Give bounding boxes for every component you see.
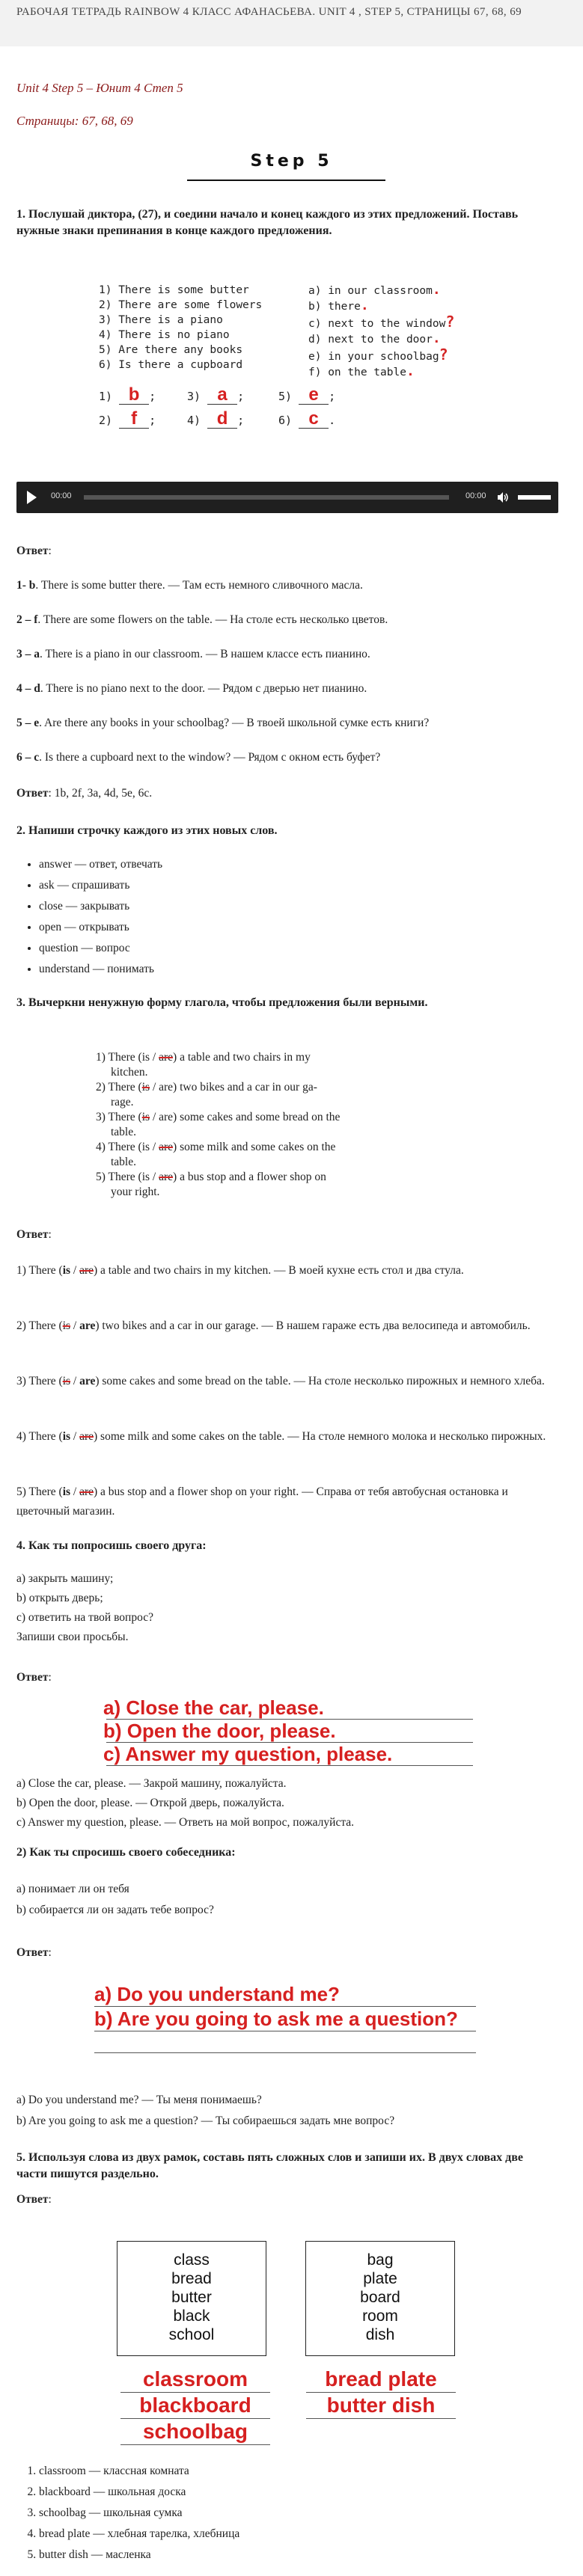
answer-line: 5 – e. Are there any books in your schoolbag? — В твоей школьной сумке есть книги?: [16, 717, 430, 729]
punctuation-mark: .: [432, 282, 441, 298]
handwritten-words-right: bread plate butter dish: [302, 2367, 460, 2419]
list-item: 4. bread plate — хлебная тарелка, хлебница: [39, 2524, 555, 2545]
handwritten-line: a) Do you understand me?: [94, 1983, 340, 2005]
play-icon[interactable]: [27, 491, 37, 504]
task1-right-item: b) there: [308, 301, 361, 313]
task4-heading: 4. Как ты попросишь своего друга:: [16, 1539, 207, 1552]
vocab-list: [16, 854, 555, 980]
answer-label: Ответ:: [16, 545, 52, 557]
task1-right-item: f) on the table: [308, 367, 406, 378]
task1-left-item: 2) There are some flowers: [99, 299, 263, 311]
task1-left-item: 6) Is there a cupboard: [99, 359, 243, 371]
unit-line: Unit 4 Step 5 – Юнит 4 Степ 5: [16, 81, 183, 95]
volume-slider[interactable]: [518, 495, 551, 500]
task1-left-item: 4) There is no piano: [99, 329, 230, 341]
duration: 00:00: [466, 491, 486, 500]
handwritten-line: a) Close the car, please.: [103, 1696, 324, 1719]
list-item: • question — вопрос: [39, 938, 555, 959]
answer-label: Ответ:: [16, 1228, 52, 1241]
handwritten-line: c) Answer my question, please.: [103, 1743, 393, 1765]
task4-translations: a) Close the car, please. — Закрой машину, пожалуйста. b) Open the door, please. — Открой дверь, пожалуйста. c) Answer my question, please. — Ответь на мой вопрос, пожалуйста.: [16, 1777, 355, 1829]
punctuation-mark: ?: [439, 346, 448, 364]
task1-right-item: e) in your schoolbag: [308, 351, 439, 363]
answer-slot: 5) e ;: [278, 384, 336, 405]
task1-right-column: [308, 283, 488, 380]
answer-line: 6 – c. Is there a cupboard next to the window? — Рядом с окном есть буфет?: [16, 751, 381, 764]
punctuation-mark: .: [406, 364, 415, 379]
compound-words-list: [16, 2461, 555, 2566]
volume-icon[interactable]: [497, 491, 509, 503]
answer-line: 2) There (is / are) two bikes and a car in our garage. — В нашем гараже есть два велосипеда и автомобиль.: [16, 1319, 531, 1332]
exercise-line: 2) There (is / are) two bikes and a car in our ga- rage.: [96, 1081, 317, 1108]
handwritten-answers: [94, 1982, 483, 2053]
exercise-line: 1) There (is / are) a table and two chairs in my kitchen.: [96, 1051, 311, 1079]
exercise-line: 4) There (is / are) some milk and some cakes on the table.: [96, 1141, 336, 1168]
list-item: 2. blackboard — школьная доска: [39, 2482, 555, 2503]
answer-slot: 2) f ;: [99, 408, 156, 429]
task1-left-item: 5) Are there any books: [99, 344, 243, 356]
punctuation-mark: ?: [445, 313, 455, 331]
list-item: 3. schoolbag — школьная сумка: [39, 2503, 555, 2524]
task1-left-item: 3) There is a piano: [99, 314, 223, 326]
exercise-line: 5) There (is / are) a bus stop and a flower shop on your right.: [96, 1171, 326, 1198]
handwritten-words-left: classroom blackboard schoolbag: [117, 2367, 274, 2445]
task1-right-item: c) next to the window: [308, 318, 446, 330]
answer-label: Ответ:: [16, 1946, 52, 1959]
task1-right-item: d) next to the door: [308, 334, 433, 346]
punctuation-mark: .: [360, 298, 369, 313]
task5-heading: 5. Используя слова из двух рамок, составь пять сложных слов и запиши их. В двух словах две части пишутся раздельно.: [16, 2151, 524, 2180]
list-item: • ask — спрашивать: [39, 875, 555, 896]
answer-line: 1) There (is / are) a table and two chairs in my kitchen. — В моей кухне есть стол и два стула.: [16, 1264, 464, 1277]
word-box-right: bag plate board room dish: [305, 2241, 455, 2356]
step-title: Step 5: [250, 152, 333, 171]
list-item: • open — открывать: [39, 917, 555, 938]
list-item: • close — закрывать: [39, 896, 555, 917]
task1-left-item: 1) There is some butter: [99, 284, 249, 296]
answer-line: 1- b. There is some butter there. — Там есть немного сливочного масла.: [16, 579, 363, 592]
answer-line: 3 – a. There is a piano in our classroom. — В нашем классе есть пианино.: [16, 648, 370, 660]
audio-player[interactable]: [16, 482, 558, 513]
task1-right-item: a) in our classroom: [308, 285, 433, 297]
answer-label: Ответ:: [16, 2193, 52, 2206]
punctuation-mark: .: [432, 331, 441, 346]
handwritten-line: b) Are you going to ask me a question?: [94, 2008, 458, 2030]
task4-prompts: a) закрыть машину; b) открыть дверь; c) ответить на твой вопрос? Запиши свои просьбы.: [16, 1572, 153, 1643]
answer-slot: 3) a ;: [187, 384, 245, 405]
answer-slot: 6) c .: [278, 408, 336, 429]
answer-line: 4 – d. There is no piano next to the door. — Рядом с дверью нет пианино.: [16, 682, 367, 695]
list-item: • understand — понимать: [39, 959, 555, 980]
answer-line: 4) There (is / are) some milk and some cakes on the table. — На столе немного молока и несколько пирожных.: [16, 1430, 546, 1443]
answer-line: 3) There (is / are) some cakes and some bread on the table. — На столе несколько пирожных и немного хлеба.: [16, 1375, 545, 1387]
answer-label: Ответ:: [16, 1671, 52, 1684]
pages-line: Страницы: 67, 68, 69: [16, 114, 133, 128]
answer-slot: 4) d ;: [187, 408, 245, 429]
task3-heading: 3. Вычеркни ненужную форму глагола, чтобы предложения были верными.: [16, 996, 428, 1009]
current-time: 00:00: [51, 491, 72, 500]
progress-track[interactable]: [84, 495, 449, 500]
word-box-left: class bread butter black school: [117, 2241, 266, 2356]
list-item: 1. classroom — классная комната: [39, 2461, 555, 2482]
task2b-heading: 2) Как ты спросишь своего собеседника:: [16, 1846, 236, 1859]
task2b-translations: a) Do you understand me? — Ты меня понимаешь? b) Are you going to ask me a question? — Ты собираешься задать мне вопрос?: [16, 2094, 395, 2127]
exercise-line: 3) There (is / are) some cakes and some bread on the table.: [96, 1111, 341, 1138]
task3-exercise: [96, 1050, 476, 1200]
answer-summary: Ответ: 1b, 2f, 3a, 4d, 5e, 6c.: [16, 787, 153, 800]
page-title: РАБОЧАЯ ТЕТРАДЬ RAINBOW 4 КЛАСС АФАНАСЬЕВА. UNIT 4 , STEP 5, СТРАНИЦЫ 67, 68, 69: [16, 6, 522, 18]
handwritten-line: b) Open the door, please.: [103, 1720, 336, 1742]
handwritten-answers: [103, 1696, 477, 1766]
answer-slot: 1) b ;: [99, 384, 156, 405]
step-title-underline: [187, 180, 385, 181]
answer-line: 2 – f. There are some flowers on the table. — На столе есть несколько цветов.: [16, 613, 388, 626]
task2b-prompts: a) понимает ли он тебя b) собирается ли он задать тебе вопрос?: [16, 1883, 214, 1916]
list-item: 5. butter dish — масленка: [39, 2545, 555, 2566]
task2-heading: 2. Напиши строчку каждого из этих новых слов.: [16, 824, 278, 837]
task1-left-column: [99, 283, 301, 372]
answer-line: 5) There (is / are) a bus stop and a flower shop on your right. — Справа от тебя автобусная остановка и цветочный магазин.: [16, 1485, 508, 1518]
task1-heading: 1. Послушай диктора, (27), и соедини начало и конец каждого из этих предложений. Поставь нужные знаки препинания в конце каждого предложения.: [16, 208, 519, 237]
list-item: • answer — ответ, отвечать: [39, 854, 555, 875]
